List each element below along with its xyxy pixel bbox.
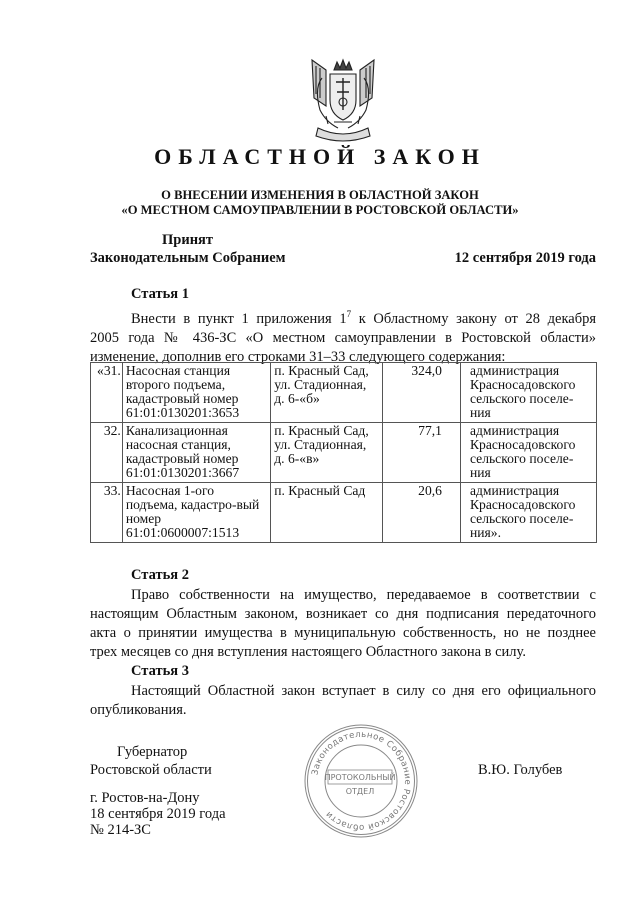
stamp-center-line-1: ПРОТОКОЛЬНЫЙ bbox=[324, 773, 396, 782]
stamp-ring-text: Законодательное Собрание Ростовской области bbox=[310, 729, 413, 833]
governor-region: Ростовской области bbox=[90, 762, 212, 778]
object-name: Насосная 1-ого подъема, кадастро-вый номер 61:01:0600007:1513 bbox=[122, 483, 270, 543]
signing-details bbox=[90, 790, 226, 838]
stamp-center-line-2: ОТДЕЛ bbox=[345, 787, 375, 796]
table-row bbox=[91, 483, 597, 543]
object-name: Насосная станция второго подъема, кадастровый номер 61:01:0130201:3653 bbox=[122, 363, 270, 423]
table-row bbox=[91, 423, 597, 483]
object-area: 77,1 bbox=[383, 423, 461, 483]
subtitle-line-2: «О МЕСТНОМ САМОУПРАВЛЕНИИ В РОСТОВСКОЙ ОБЛАСТИ» bbox=[121, 203, 519, 217]
article-3-line-1: Настоящий Областной закон вступает в силу со дня его официального bbox=[131, 683, 596, 699]
subtitle-line-1: О ВНЕСЕНИИ ИЗМЕНЕНИЯ В ОБЛАСТНОЙ ЗАКОН bbox=[161, 188, 479, 202]
signing-date: 18 сентября 2019 года bbox=[90, 806, 226, 822]
article-2-heading: Статья 2 bbox=[131, 567, 189, 583]
law-type-title: ОБЛАСТНОЙ ЗАКОН bbox=[154, 144, 486, 169]
article-2-line-4: трех месяцев со дня вступления настоящего Областного закона в силу. bbox=[90, 644, 526, 660]
article-1-line-3: изменение, дополнив его строками 31–33 следующего содержания: bbox=[90, 348, 506, 365]
object-location: п. Красный Сад, ул. Стадионная, д. 6-«б» bbox=[271, 363, 383, 423]
law-subtitle bbox=[0, 188, 640, 218]
governor-title: Губернатор bbox=[117, 744, 188, 760]
administration: администрация Красносадовского сельского поселе-ния». bbox=[460, 483, 596, 543]
object-location: п. Красный Сад bbox=[271, 483, 383, 543]
amendment-table bbox=[90, 362, 597, 543]
object-name: Канализационная насосная станция, кадастровый номер 61:01:0130201:3667 bbox=[122, 423, 270, 483]
adopted-date: 12 сентября 2019 года bbox=[454, 250, 596, 266]
law-number: № 214-ЗС bbox=[90, 822, 151, 838]
article-3-text bbox=[90, 682, 596, 720]
governor-name: В.Ю. Голубев bbox=[478, 762, 563, 778]
article-3-line-2: опубликования. bbox=[90, 702, 187, 718]
object-area: 324,0 bbox=[383, 363, 461, 423]
administration: администрация Красносадовского сельского поселе-ния bbox=[460, 423, 596, 483]
article-3-heading: Статья 3 bbox=[131, 663, 189, 679]
article-2-line-3: акта о принятии имущества в муниципальную собственность, но не позднее bbox=[90, 625, 596, 641]
row-number: «31. bbox=[91, 363, 123, 423]
object-location: п. Красный Сад, ул. Стадионная, д. 6-«в» bbox=[271, 423, 383, 483]
article-1-line-1: Внести в пункт 1 приложения $1^7$ к Областному закону от 28 декабря bbox=[131, 309, 596, 327]
superscript-7: 7 bbox=[346, 309, 352, 319]
row-number: 33. bbox=[91, 483, 123, 543]
adopted-label: Принят bbox=[162, 232, 214, 248]
article-2-line-1: Право собственности на имущество, передаваемое в соответствии с bbox=[131, 587, 596, 603]
official-stamp bbox=[302, 722, 420, 840]
article-1-text bbox=[90, 305, 596, 367]
administration: администрация Красносадовского сельского поселе-ния bbox=[460, 363, 596, 423]
article-1-line-2: 2005 года № 436-ЗС «О местном самоуправлении в Ростовской области» bbox=[90, 329, 596, 346]
article-1-heading: Статья 1 bbox=[131, 286, 189, 302]
coat-of-arms-emblem bbox=[304, 58, 382, 144]
row-number: 32. bbox=[91, 423, 123, 483]
table-row bbox=[91, 363, 597, 423]
adopted-by: Законодательным Собранием bbox=[90, 250, 286, 266]
object-area: 20,6 bbox=[383, 483, 461, 543]
signing-place: г. Ростов-на-Дону bbox=[90, 790, 200, 806]
article-2-line-2: настоящим Областным законом, возникает со дня подписания передаточного bbox=[90, 606, 596, 622]
article-2-text bbox=[90, 586, 596, 662]
